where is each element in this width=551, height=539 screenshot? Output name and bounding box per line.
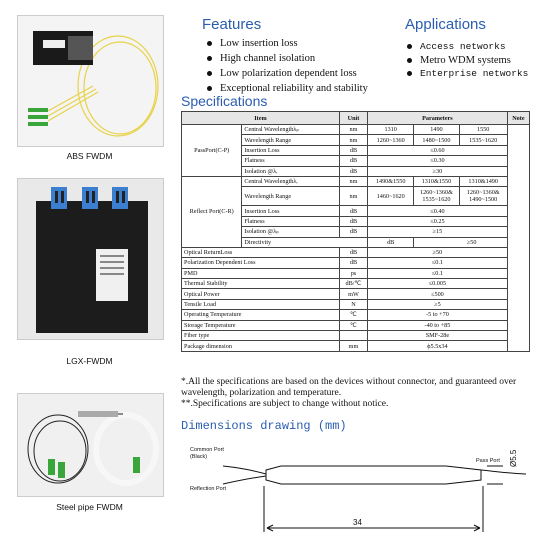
cell: ≥5 xyxy=(368,299,508,309)
cell: 1550 xyxy=(459,125,507,135)
bullet-icon xyxy=(207,56,212,61)
steel-pipe-fwdm-photo xyxy=(17,393,164,497)
cell: dB xyxy=(339,258,367,268)
cell: ≤0.30 xyxy=(368,156,508,166)
applications-item: Enterprise networks xyxy=(407,67,528,81)
steel-pipe-fwdm-image xyxy=(18,394,163,496)
table-row xyxy=(182,341,530,351)
features-item: Low insertion loss xyxy=(207,36,368,51)
features-item: Exceptional reliability and stability xyxy=(207,81,368,96)
common-port-label: Common Port xyxy=(190,447,224,453)
bullet-icon xyxy=(207,71,212,76)
table-row xyxy=(182,176,530,186)
caption-lgx-fwdm: LGX-FWDM xyxy=(66,356,113,366)
cell: Insertion Loss xyxy=(242,206,340,216)
lgx-fwdm-photo xyxy=(17,178,164,340)
table-row xyxy=(182,268,530,278)
features-heading: Features xyxy=(202,16,262,33)
note-1: *.All the specifications are based on the devices without connector, and guaranteed over wavelength, polarization and temperature. xyxy=(181,377,517,398)
applications-heading: Applications xyxy=(405,16,486,33)
features-list xyxy=(207,36,368,96)
cell: ps xyxy=(339,268,367,278)
cell: Fiber type xyxy=(182,331,340,341)
table-row xyxy=(182,320,530,330)
cell: ≥50 xyxy=(368,247,508,257)
applications-list xyxy=(407,40,528,81)
cell: mW xyxy=(339,289,367,299)
applications-item: Access networks xyxy=(407,40,528,54)
table-row xyxy=(182,247,530,257)
cell: Wavelength Range xyxy=(242,135,340,145)
cell: N xyxy=(339,299,367,309)
cell: ℃ xyxy=(339,320,367,330)
cell: mm xyxy=(339,341,367,351)
cell: PMD xyxy=(182,268,340,278)
table-row xyxy=(182,125,530,135)
bullet-icon xyxy=(407,71,412,76)
specifications-heading: Specifications xyxy=(181,93,268,109)
header-parameters: Parameters xyxy=(368,112,508,125)
cell: ≤0.25 xyxy=(368,216,508,226)
note-2: **.Specifications are subject to change without notice. xyxy=(181,399,389,409)
cell: ℃ xyxy=(339,310,367,320)
cell: Operating Temperature xyxy=(182,310,340,320)
cell xyxy=(339,331,367,341)
applications-item: Metro WDM systems xyxy=(407,54,528,68)
cell: ≤500 xyxy=(368,289,508,299)
cell: Flatness xyxy=(242,216,340,226)
cell: 1310 xyxy=(368,125,414,135)
cell: Package dimension xyxy=(182,341,340,351)
cell: 1490 xyxy=(414,125,459,135)
common-port-sub-label: (Black) xyxy=(190,454,208,460)
table-row xyxy=(182,258,530,268)
header-unit: Unit xyxy=(339,112,367,125)
features-item: Low polarization dependent loss xyxy=(207,66,368,81)
diameter-label: Ø5.5 xyxy=(509,449,518,467)
cell: dB xyxy=(368,237,414,247)
pass-port-label: PassPort(C-P) xyxy=(182,125,242,177)
cell: 1480~1500 xyxy=(414,135,459,145)
cell: 1260~1360& 1535~1620 xyxy=(414,187,459,206)
abs-fwdm-image xyxy=(18,16,163,146)
cell: 1310&1550 xyxy=(414,176,459,186)
cell: dB xyxy=(339,216,367,226)
table-row xyxy=(182,299,530,309)
cell: 1310&1490 xyxy=(459,176,507,186)
cell: Thermal Stability xyxy=(182,279,340,289)
cell: Optical ReturnLoss xyxy=(182,247,340,257)
cell: nm xyxy=(339,176,367,186)
header-note: Note xyxy=(507,112,529,125)
cell: dB xyxy=(339,247,367,257)
cell: nm xyxy=(339,125,367,135)
features-item: High channel isolation xyxy=(207,51,368,66)
cell: dB xyxy=(339,145,367,155)
cell: ϕ5.5x34 xyxy=(368,341,508,351)
cell: 1260~1360 xyxy=(368,135,414,145)
cell: Flatness xyxy=(242,156,340,166)
cell: ≤0.1 xyxy=(368,258,508,268)
reflect-port-label: Reflect Port(C-R) xyxy=(182,176,242,247)
cell: dB xyxy=(339,227,367,237)
cell: Polarization Dependent Loss xyxy=(182,258,340,268)
bullet-icon xyxy=(407,44,412,49)
cell: ≤0.005 xyxy=(368,279,508,289)
pass-port-label-drawing: Pass Port xyxy=(476,458,500,464)
cell: Isolation @λₚ xyxy=(242,227,340,237)
cell: Tensile Load xyxy=(182,299,340,309)
cell: Insertion Loss xyxy=(242,145,340,155)
caption-abs-fwdm: ABS FWDM xyxy=(66,151,113,161)
cell: Central Wavelengthλᵣ xyxy=(242,176,340,186)
cell: ≤0.1 xyxy=(368,268,508,278)
dimensions-heading: Dimensions drawing (mm) xyxy=(181,419,347,433)
cell: 1260~1360& 1490~1500 xyxy=(459,187,507,206)
abs-fwdm-photo xyxy=(17,15,164,147)
bullet-icon xyxy=(407,58,412,63)
cell: Wavelength Range xyxy=(242,187,340,206)
lgx-fwdm-image xyxy=(18,179,163,339)
spec-notes xyxy=(181,377,546,410)
cell: ≤0.40 xyxy=(368,206,508,216)
cell: nm xyxy=(339,135,367,145)
length-label: 34 xyxy=(353,518,362,527)
cell: dB xyxy=(339,156,367,166)
specifications-table xyxy=(181,111,530,352)
cell: 1535~1620 xyxy=(459,135,507,145)
reflection-port-label: Reflection Port xyxy=(190,486,227,492)
table-row xyxy=(182,289,530,299)
cell: -5 to +70 xyxy=(368,310,508,320)
cell: Central Wavelengthλₚ xyxy=(242,125,340,135)
cell: Optical Power xyxy=(182,289,340,299)
cell: ≤0.60 xyxy=(368,145,508,155)
cell: -40 to +85 xyxy=(368,320,508,330)
cell: Directivity xyxy=(242,237,368,247)
table-row xyxy=(182,310,530,320)
cell: ≥50 xyxy=(414,237,530,247)
cell: 1460~1620 xyxy=(368,187,414,206)
cell: ≥15 xyxy=(368,227,508,237)
cell: dB xyxy=(339,166,367,176)
table-row xyxy=(182,331,530,341)
bullet-icon xyxy=(207,86,212,91)
cell: 1490&1550 xyxy=(368,176,414,186)
cell: dB xyxy=(339,206,367,216)
cell: Storage Temperature xyxy=(182,320,340,330)
table-row xyxy=(182,279,530,289)
header-item: Item xyxy=(182,112,340,125)
cell: Isolation @λᵣ xyxy=(242,166,340,176)
cell: SMF-28e xyxy=(368,331,508,341)
caption-steel-pipe-fwdm: Steel pipe FWDM xyxy=(56,502,123,512)
cell: dB/℃ xyxy=(339,279,367,289)
cell: ≥30 xyxy=(368,166,508,176)
cell: nm xyxy=(339,187,367,206)
table-header-row xyxy=(182,112,530,125)
bullet-icon xyxy=(207,41,212,46)
